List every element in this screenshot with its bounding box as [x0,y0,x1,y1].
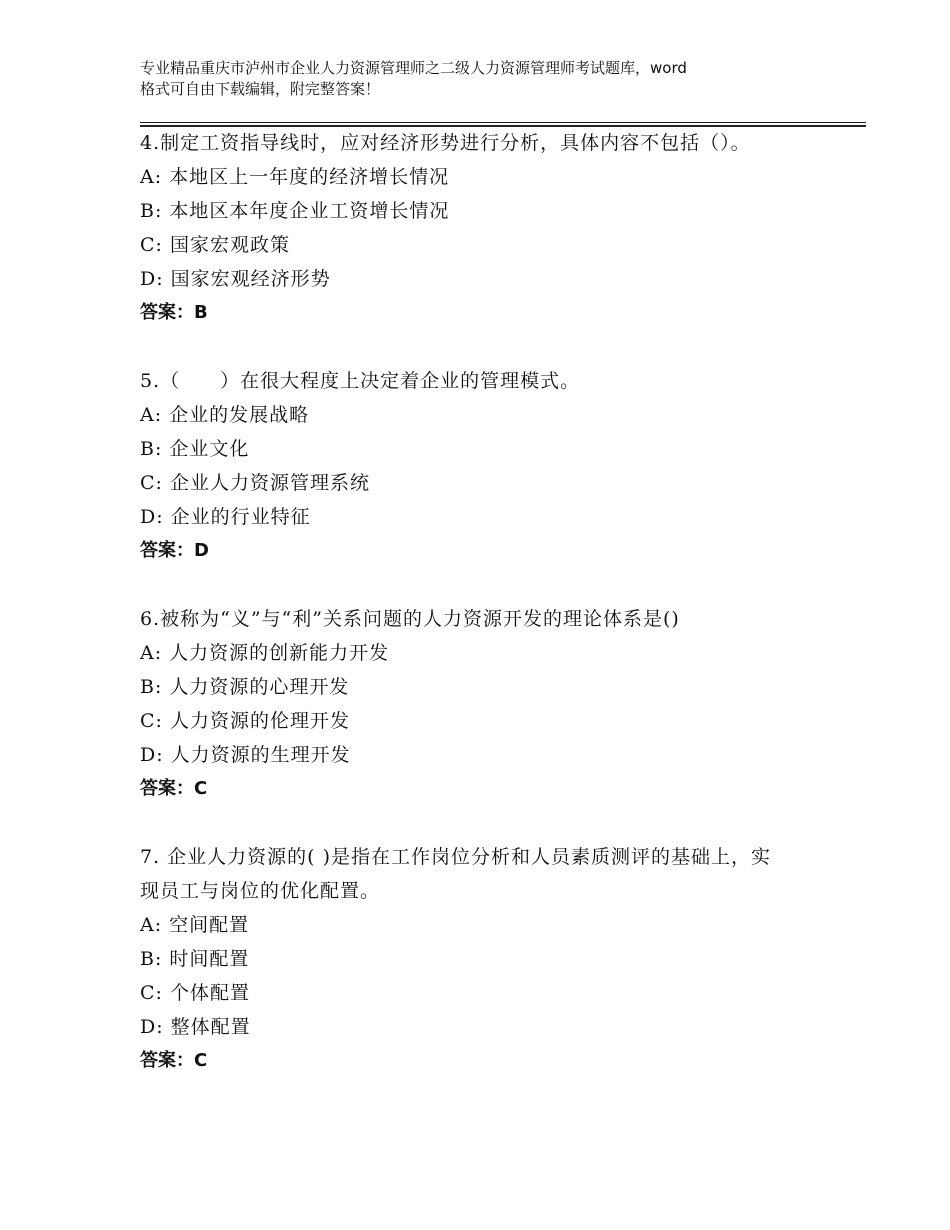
answer-label: 答案：B [140,302,208,323]
option-d: D: 人力资源的生理开发 [140,744,351,766]
question-list [140,126,780,1112]
option-c: C: 企业人力资源管理系统 [140,472,370,494]
question-5 [140,364,780,568]
option-a: A: 空间配置 [140,914,250,936]
option-d: D: 国家宏观经济形势 [140,268,331,290]
option-b: B: 本地区本年度企业工资增长情况 [140,200,450,222]
option-d: D: 整体配置 [140,1016,251,1038]
option-c: C: 人力资源的伦理开发 [140,710,350,732]
question-stem: 5.（ ）在很大程度上决定着企业的管理模式。 [140,370,581,392]
header-line-2: 格式可自由下载编辑，附完整答案！ [140,80,381,98]
option-d: D: 企业的行业特征 [140,506,311,528]
option-a: A: 本地区上一年度的经济增长情况 [140,166,450,188]
document-header [140,58,840,100]
question-4 [140,126,780,330]
option-c: C: 个体配置 [140,982,250,1004]
question-stem: 7. 企业人力资源的( )是指在工作岗位分析和人员素质测评的基础上，实现员工与岗位的优化配置。 [140,846,772,902]
option-a: A: 人力资源的创新能力开发 [140,642,390,664]
answer-label: 答案：C [140,778,208,799]
question-stem: 6.被称为“义”与“利”关系问题的人力资源开发的理论体系是() [140,608,680,630]
option-b: B: 企业文化 [140,438,250,460]
option-b: B: 时间配置 [140,948,250,970]
question-stem: 4.制定工资指导线时，应对经济形势进行分析，具体内容不包括（）。 [140,132,751,154]
option-c: C: 国家宏观政策 [140,234,290,256]
answer-label: 答案：D [140,540,209,561]
question-6 [140,602,780,806]
header-divider [140,122,866,123]
header-line-1: 专业精品重庆市泸州市企业人力资源管理师之二级人力资源管理师考试题库，word [140,59,687,77]
answer-label: 答案：C [140,1050,208,1071]
option-b: B: 人力资源的心理开发 [140,676,350,698]
option-a: A: 企业的发展战略 [140,404,310,426]
question-7 [140,840,780,1078]
